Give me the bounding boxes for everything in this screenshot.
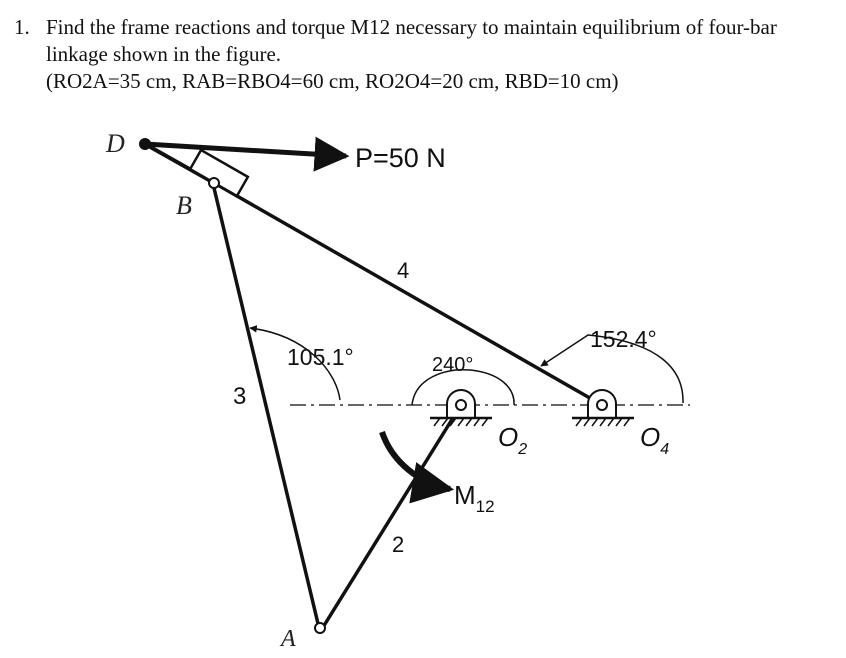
link-2 [320,405,461,632]
pin-b [209,178,219,188]
ground-support-o4 [572,390,634,426]
slider-block [190,150,248,196]
ground-support-o2 [430,390,492,426]
label-force-p: P=50 N [355,143,446,173]
label-a: A [281,626,296,652]
problem-number: 1. [14,15,30,39]
link-4 [216,184,602,405]
problem-line-2: linkage shown in the figure. [46,42,282,66]
label-d: D [106,129,125,158]
label-b: B [176,191,192,220]
point-d [139,138,151,150]
label-link-2: 2 [392,532,405,557]
label-link-3: 3 [233,383,247,410]
problem-line-3: (RO2A=35 cm, RAB=RBO4=60 cm, RO2O4=20 cm, RBD=10 cm) [46,69,619,93]
label-o2: $O_2$ [498,422,528,458]
force-p-arrow [145,144,346,156]
pin-a [315,623,325,633]
label-link-4: 4 [397,258,410,283]
link-3 [214,188,320,632]
label-angle-152: 152.4° [590,326,657,352]
label-o4: $O_4$ [640,422,670,458]
label-moment-m12: $M_{12}$ [454,480,495,516]
label-angle-240: 240° [432,354,474,376]
problem-line-1: Find the frame reactions and torque M12 necessary to maintain equilibrium of four-bar [46,15,777,39]
label-angle-105: 105.1° [287,344,354,370]
